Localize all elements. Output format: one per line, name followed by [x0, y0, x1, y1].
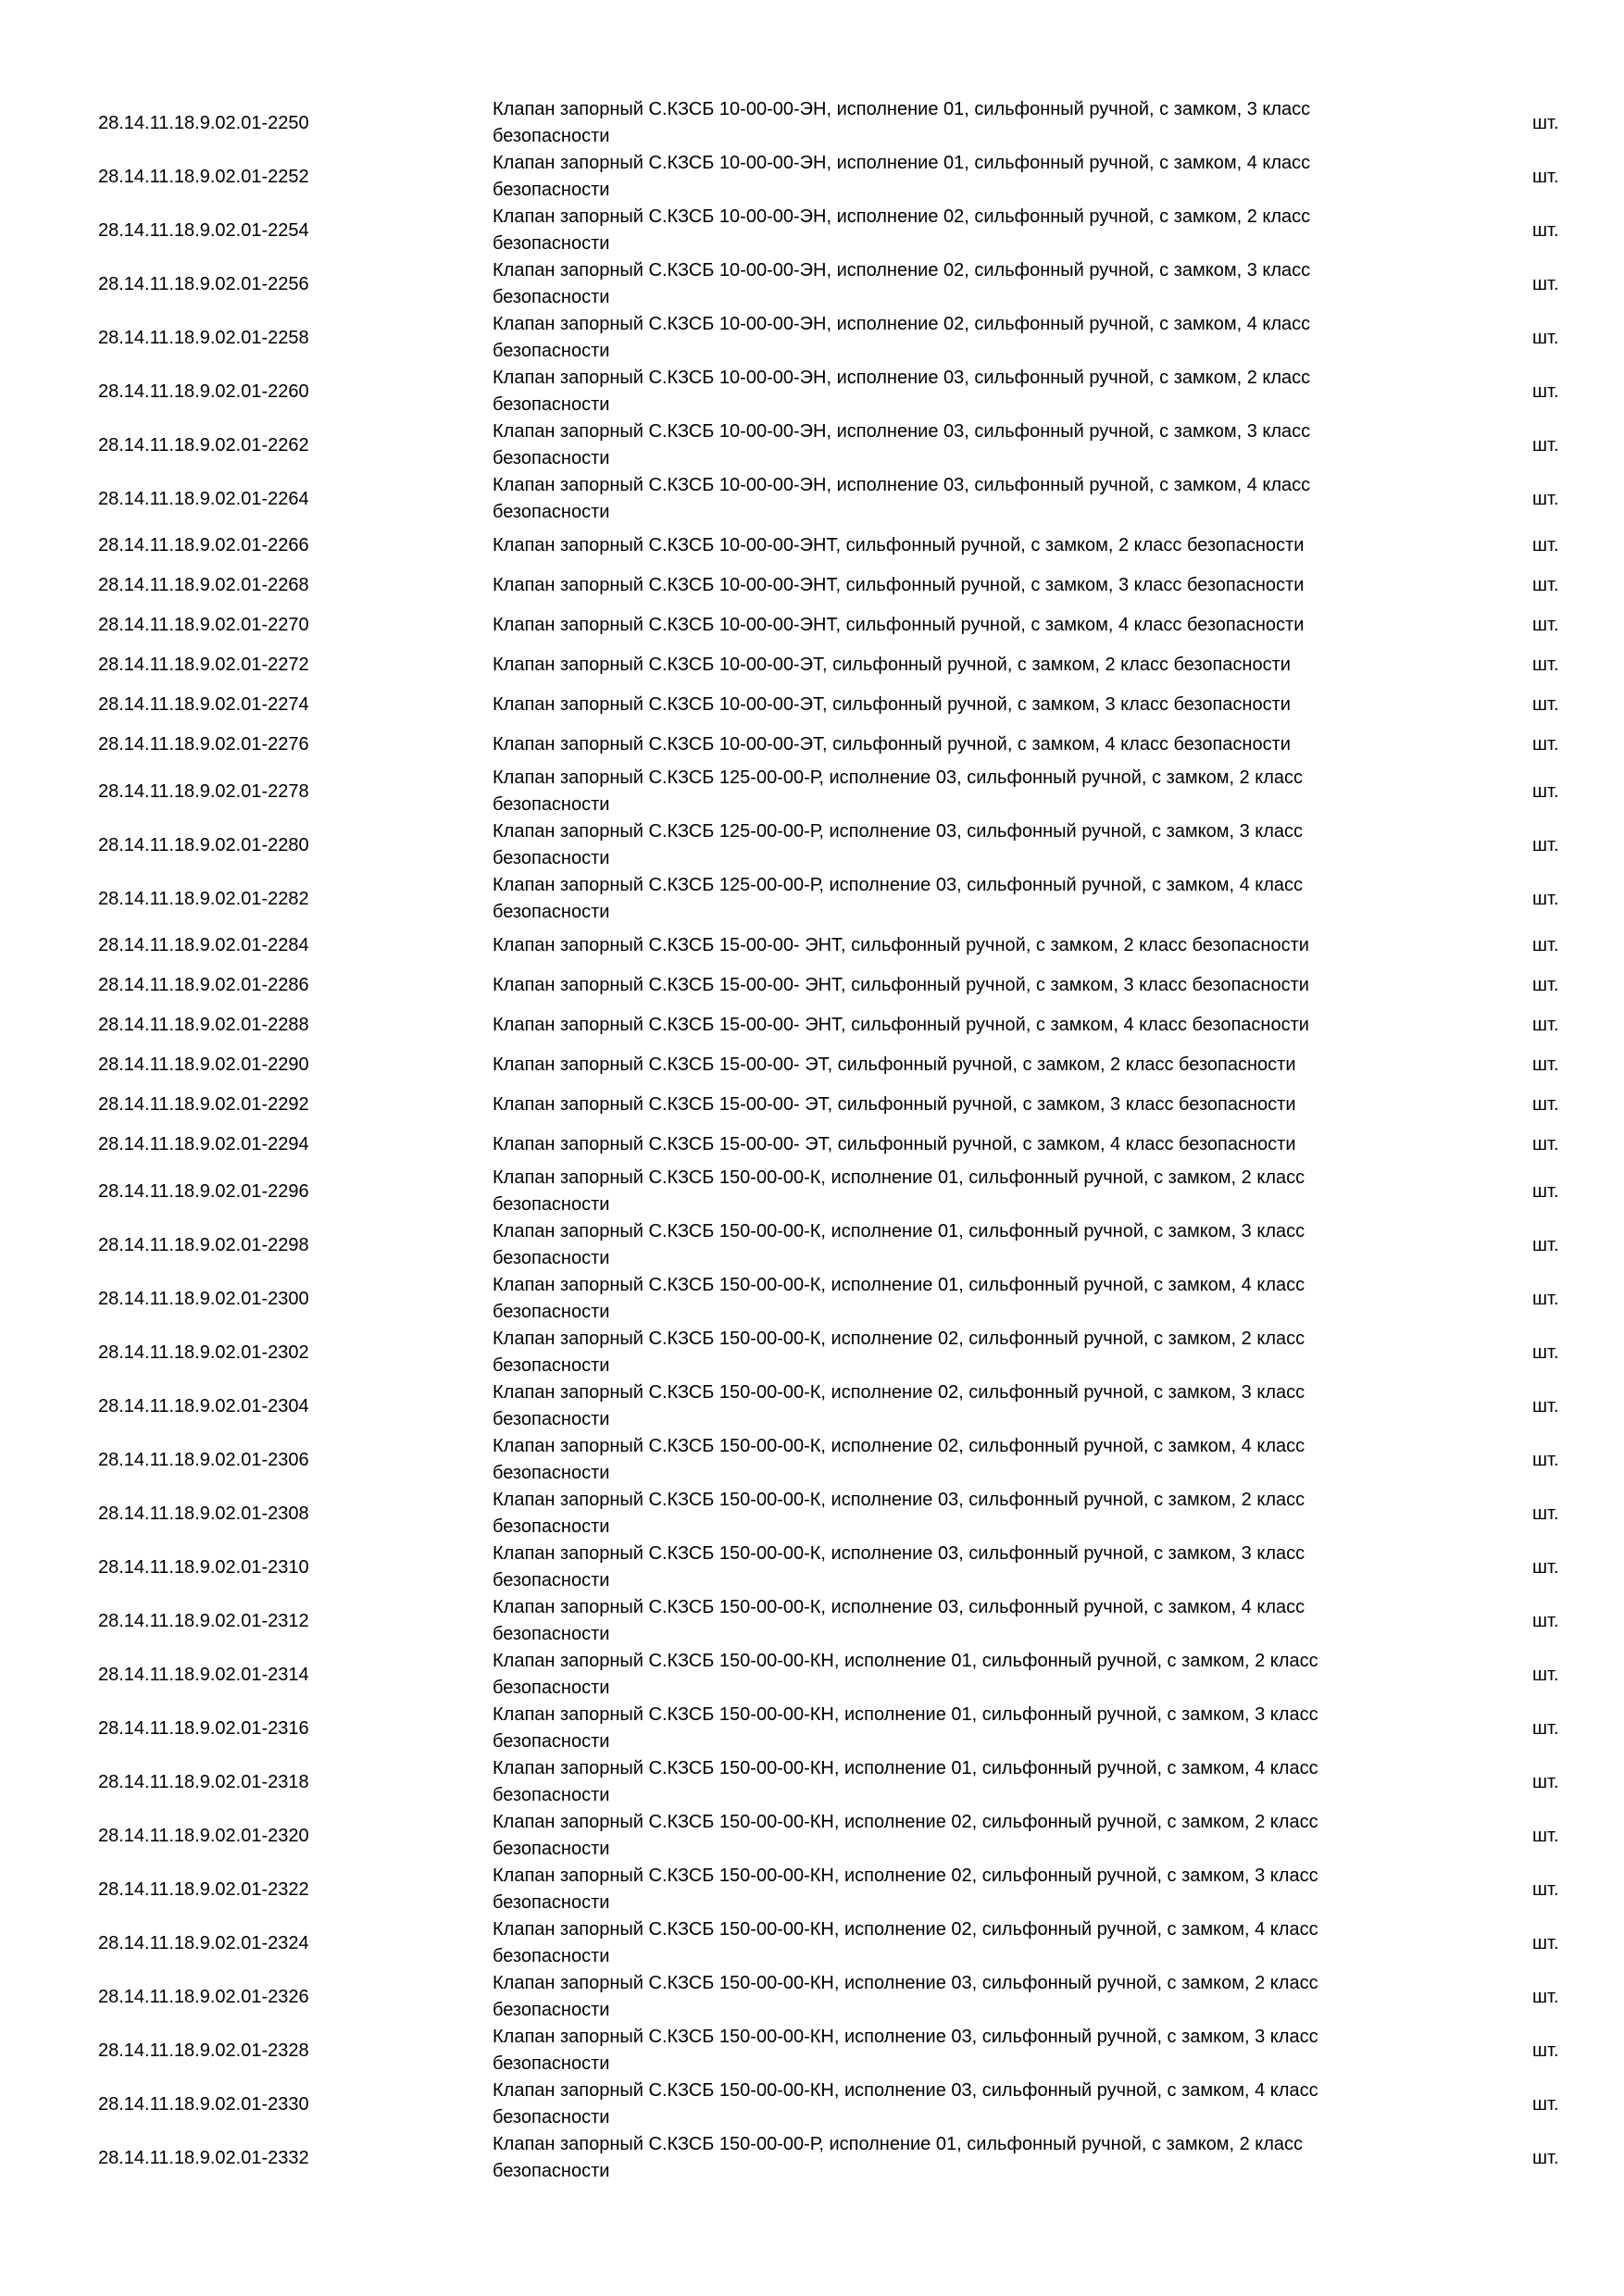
item-name — [493, 472, 1400, 526]
item-name — [493, 365, 1400, 418]
table-row — [0, 150, 1624, 204]
item-name-text: Клапан запорный С.КЗСБ 150-00-00-К, исполнение 03, сильфонный ручной, с замком, 2 класс безопасности — [493, 1490, 1305, 1537]
table-row — [0, 1755, 1624, 1809]
item-name-text: Клапан запорный С.КЗСБ 125-00-00-Р, исполнение 03, сильфонный ручной, с замком, 4 класс безопасности — [493, 875, 1304, 922]
item-unit: шт. — [1532, 1771, 1559, 1792]
table-row — [0, 1863, 1624, 1916]
item-code: 28.14.11.18.9.02.01-2252 — [98, 166, 309, 187]
item-unit: шт. — [1532, 1986, 1559, 2007]
item-unit: шт. — [1532, 112, 1559, 133]
item-name — [493, 605, 1400, 645]
item-unit: шт. — [1532, 1054, 1559, 1075]
item-code: 28.14.11.18.9.02.01-2332 — [98, 2147, 309, 2168]
item-name — [493, 1085, 1400, 1125]
item-code: 28.14.11.18.9.02.01-2330 — [98, 2093, 309, 2115]
item-unit: шт. — [1532, 2147, 1559, 2168]
table-row — [0, 926, 1624, 966]
table-row — [0, 1702, 1624, 1755]
item-name-text: Клапан запорный С.КЗСБ 150-00-00-КН, исполнение 03, сильфонный ручной, с замком, 2 класс безопасности — [493, 1973, 1318, 2020]
item-code: 28.14.11.18.9.02.01-2266 — [98, 535, 309, 555]
item-name-text: Клапан запорный С.КЗСБ 150-00-00-К, исполнение 01, сильфонный ручной, с замком, 3 класс безопасности — [493, 1221, 1305, 1268]
item-unit: шт. — [1532, 1449, 1559, 1470]
item-name-text: Клапан запорный С.КЗСБ 10-00-00-ЭН, исполнение 03, сильфонный ручной, с замком, 4 класс безопасности — [493, 475, 1311, 522]
table-row — [0, 872, 1624, 926]
item-name-text: Клапан запорный С.КЗСБ 150-00-00-К, исполнение 02, сильфонный ручной, с замком, 2 класс безопасности — [493, 1329, 1305, 1376]
item-code: 28.14.11.18.9.02.01-2250 — [98, 112, 309, 133]
item-name — [493, 1594, 1400, 1648]
table-row — [0, 966, 1624, 1005]
item-unit: шт. — [1532, 219, 1559, 241]
item-name-text: Клапан запорный С.КЗСБ 125-00-00-Р, исполнение 03, сильфонный ручной, с замком, 2 класс безопасности — [493, 767, 1304, 815]
table-row — [0, 1916, 1624, 1970]
item-code: 28.14.11.18.9.02.01-2298 — [98, 1234, 309, 1255]
item-name-text: Клапан запорный С.КЗСБ 10-00-00-ЭНТ, сильфонный ручной, с замком, 4 класс безопасности — [493, 615, 1305, 635]
item-name — [493, 1809, 1400, 1863]
item-name-text: Клапан запорный С.КЗСБ 15-00-00- ЭТ, сильфонный ручной, с замком, 4 класс безопасности — [493, 1134, 1296, 1154]
item-name — [493, 1541, 1400, 1594]
item-name — [493, 311, 1400, 365]
item-unit: шт. — [1532, 1094, 1559, 1115]
price-list-table — [0, 96, 1624, 2185]
item-name-text: Клапан запорный С.КЗСБ 15-00-00- ЭНТ, сильфонный ручной, с замком, 4 класс безопасности — [493, 1015, 1309, 1035]
item-unit: шт. — [1532, 888, 1559, 909]
item-code: 28.14.11.18.9.02.01-2316 — [98, 1717, 309, 1739]
item-code: 28.14.11.18.9.02.01-2264 — [98, 488, 309, 509]
item-name-text: Клапан запорный С.КЗСБ 150-00-00-КН, исполнение 02, сильфонный ручной, с замком, 4 класс безопасности — [493, 1919, 1318, 1966]
item-name-text: Клапан запорный С.КЗСБ 10-00-00-ЭН, исполнение 03, сильфонный ручной, с замком, 2 класс безопасности — [493, 368, 1311, 415]
item-unit: шт. — [1532, 535, 1559, 555]
item-name — [493, 2024, 1400, 2078]
item-code: 28.14.11.18.9.02.01-2294 — [98, 1134, 309, 1154]
item-name-text: Клапан запорный С.КЗСБ 150-00-00-КН, исполнение 01, сильфонный ручной, с замком, 4 класс безопасности — [493, 1758, 1318, 1805]
item-name — [493, 966, 1400, 1005]
table-row — [0, 1272, 1624, 1326]
item-unit: шт. — [1532, 434, 1559, 455]
item-unit: шт. — [1532, 615, 1559, 635]
item-unit: шт. — [1532, 1134, 1559, 1154]
item-name-text: Клапан запорный С.КЗСБ 10-00-00-ЭТ, сильфонный ручной, с замком, 4 класс безопасности — [493, 734, 1291, 755]
item-name-text: Клапан запорный С.КЗСБ 10-00-00-ЭН, исполнение 01, сильфонный ручной, с замком, 3 класс безопасности — [493, 99, 1311, 146]
item-code: 28.14.11.18.9.02.01-2260 — [98, 381, 309, 402]
item-name-text: Клапан запорный С.КЗСБ 150-00-00-КН, исполнение 03, сильфонный ручной, с замком, 4 класс безопасности — [493, 2080, 1318, 2128]
item-code: 28.14.11.18.9.02.01-2326 — [98, 1986, 309, 2007]
item-unit: шт. — [1532, 166, 1559, 187]
table-row — [0, 526, 1624, 566]
item-name — [493, 1165, 1400, 1218]
item-unit: шт. — [1532, 488, 1559, 509]
table-row — [0, 2078, 1624, 2131]
item-name — [493, 1487, 1400, 1541]
table-row — [0, 472, 1624, 526]
item-unit: шт. — [1532, 1610, 1559, 1631]
item-code: 28.14.11.18.9.02.01-2292 — [98, 1094, 309, 1115]
item-code: 28.14.11.18.9.02.01-2300 — [98, 1288, 309, 1309]
item-name-text: Клапан запорный С.КЗСБ 150-00-00-КН, исполнение 03, сильфонный ручной, с замком, 3 класс безопасности — [493, 2027, 1318, 2074]
item-unit: шт. — [1532, 694, 1559, 715]
table-row — [0, 1541, 1624, 1594]
table-row — [0, 1970, 1624, 2024]
item-name-text: Клапан запорный С.КЗСБ 15-00-00- ЭТ, сильфонный ручной, с замком, 3 класс безопасности — [493, 1094, 1296, 1115]
item-code: 28.14.11.18.9.02.01-2328 — [98, 2040, 309, 2061]
item-code: 28.14.11.18.9.02.01-2270 — [98, 615, 309, 635]
item-name — [493, 1863, 1400, 1916]
item-name-text: Клапан запорный С.КЗСБ 10-00-00-ЭН, исполнение 01, сильфонный ручной, с замком, 4 класс безопасности — [493, 153, 1311, 200]
item-name-text: Клапан запорный С.КЗСБ 150-00-00-КН, исполнение 01, сильфонный ручной, с замком, 2 класс безопасности — [493, 1651, 1318, 1698]
item-name — [493, 96, 1400, 150]
table-row — [0, 725, 1624, 765]
item-code: 28.14.11.18.9.02.01-2314 — [98, 1664, 309, 1685]
item-name — [493, 1005, 1400, 1045]
item-unit: шт. — [1532, 1341, 1559, 1363]
item-name — [493, 418, 1400, 472]
item-name-text: Клапан запорный С.КЗСБ 10-00-00-ЭТ, сильфонный ручной, с замком, 2 класс безопасности — [493, 655, 1291, 675]
item-name-text: Клапан запорный С.КЗСБ 15-00-00- ЭНТ, сильфонный ручной, с замком, 2 класс безопасности — [493, 935, 1309, 955]
item-unit: шт. — [1532, 327, 1559, 348]
item-name — [493, 2131, 1400, 2185]
item-name-text: Клапан запорный С.КЗСБ 10-00-00-ЭН, исполнение 02, сильфонный ручной, с замком, 3 класс безопасности — [493, 260, 1311, 307]
item-code: 28.14.11.18.9.02.01-2290 — [98, 1054, 309, 1075]
table-row — [0, 204, 1624, 257]
item-name — [493, 1218, 1400, 1272]
item-name-text: Клапан запорный С.КЗСБ 150-00-00-Р, исполнение 01, сильфонный ручной, с замком, 2 класс безопасности — [493, 2134, 1304, 2181]
item-unit: шт. — [1532, 1503, 1559, 1524]
item-code: 28.14.11.18.9.02.01-2262 — [98, 434, 309, 455]
item-name-text: Клапан запорный С.КЗСБ 10-00-00-ЭНТ, сильфонный ручной, с замком, 2 класс безопасности — [493, 535, 1305, 555]
table-row — [0, 1045, 1624, 1085]
table-row — [0, 96, 1624, 150]
item-code: 28.14.11.18.9.02.01-2312 — [98, 1610, 309, 1631]
item-code: 28.14.11.18.9.02.01-2276 — [98, 734, 309, 755]
item-name — [493, 1916, 1400, 1970]
table-row — [0, 257, 1624, 311]
item-name-text: Клапан запорный С.КЗСБ 125-00-00-Р, исполнение 03, сильфонный ручной, с замком, 3 класс безопасности — [493, 821, 1304, 868]
table-row — [0, 685, 1624, 725]
item-name-text: Клапан запорный С.КЗСБ 150-00-00-К, исполнение 01, сильфонный ручной, с замком, 2 класс безопасности — [493, 1167, 1305, 1215]
item-name — [493, 765, 1400, 818]
table-row — [0, 1085, 1624, 1125]
table-row — [0, 566, 1624, 605]
item-name-text: Клапан запорный С.КЗСБ 10-00-00-ЭН, исполнение 03, сильфонный ручной, с замком, 3 класс безопасности — [493, 421, 1311, 468]
item-name — [493, 566, 1400, 605]
item-unit: шт. — [1532, 1288, 1559, 1309]
item-code: 28.14.11.18.9.02.01-2274 — [98, 694, 309, 715]
item-code: 28.14.11.18.9.02.01-2324 — [98, 1932, 309, 1953]
item-code: 28.14.11.18.9.02.01-2254 — [98, 219, 309, 241]
item-name — [493, 818, 1400, 872]
table-row — [0, 1005, 1624, 1045]
table-row — [0, 1433, 1624, 1487]
item-name — [493, 725, 1400, 765]
table-row — [0, 1326, 1624, 1379]
item-code: 28.14.11.18.9.02.01-2280 — [98, 834, 309, 855]
item-code: 28.14.11.18.9.02.01-2296 — [98, 1180, 309, 1202]
item-unit: шт. — [1532, 734, 1559, 755]
item-name — [493, 645, 1400, 685]
table-row — [0, 418, 1624, 472]
item-name-text: Клапан запорный С.КЗСБ 150-00-00-К, исполнение 03, сильфонный ручной, с замком, 4 класс безопасности — [493, 1597, 1305, 1644]
item-name — [493, 926, 1400, 966]
table-row — [0, 1594, 1624, 1648]
item-unit: шт. — [1532, 575, 1559, 595]
table-row — [0, 1125, 1624, 1165]
item-code: 28.14.11.18.9.02.01-2282 — [98, 888, 309, 909]
item-unit: шт. — [1532, 1556, 1559, 1578]
item-code: 28.14.11.18.9.02.01-2308 — [98, 1503, 309, 1524]
item-name — [493, 1970, 1400, 2024]
item-name-text: Клапан запорный С.КЗСБ 150-00-00-КН, исполнение 02, сильфонный ручной, с замком, 2 класс безопасности — [493, 1812, 1318, 1859]
item-name-text: Клапан запорный С.КЗСБ 10-00-00-ЭТ, сильфонный ручной, с замком, 3 класс безопасности — [493, 694, 1291, 715]
table-row — [0, 605, 1624, 645]
item-name-text: Клапан запорный С.КЗСБ 150-00-00-К, исполнение 03, сильфонный ручной, с замком, 3 класс безопасности — [493, 1543, 1305, 1591]
table-row — [0, 1809, 1624, 1863]
table-row — [0, 645, 1624, 685]
item-name — [493, 204, 1400, 257]
item-code: 28.14.11.18.9.02.01-2302 — [98, 1341, 309, 1363]
item-name — [493, 872, 1400, 926]
item-name-text: Клапан запорный С.КЗСБ 150-00-00-КН, исполнение 02, сильфонный ручной, с замком, 3 класс безопасности — [493, 1866, 1318, 1913]
item-unit: шт. — [1532, 2093, 1559, 2115]
item-unit: шт. — [1532, 1825, 1559, 1846]
item-unit: шт. — [1532, 1015, 1559, 1035]
item-name — [493, 1379, 1400, 1433]
item-name-text: Клапан запорный С.КЗСБ 150-00-00-КН, исполнение 01, сильфонный ручной, с замком, 3 класс безопасности — [493, 1704, 1318, 1752]
item-code: 28.14.11.18.9.02.01-2310 — [98, 1556, 309, 1578]
item-name-text: Клапан запорный С.КЗСБ 15-00-00- ЭНТ, сильфонный ручной, с замком, 3 класс безопасности — [493, 975, 1309, 995]
item-unit: шт. — [1532, 1664, 1559, 1685]
item-code: 28.14.11.18.9.02.01-2322 — [98, 1878, 309, 1900]
item-unit: шт. — [1532, 1180, 1559, 1202]
item-unit: шт. — [1532, 655, 1559, 675]
table-row — [0, 818, 1624, 872]
item-name — [493, 150, 1400, 204]
item-name — [493, 1702, 1400, 1755]
item-unit: шт. — [1532, 780, 1559, 802]
item-code: 28.14.11.18.9.02.01-2258 — [98, 327, 309, 348]
item-unit: шт. — [1532, 935, 1559, 955]
table-row — [0, 311, 1624, 365]
item-name — [493, 1755, 1400, 1809]
item-code: 28.14.11.18.9.02.01-2278 — [98, 780, 309, 802]
item-unit: шт. — [1532, 1234, 1559, 1255]
table-row — [0, 1379, 1624, 1433]
item-unit: шт. — [1532, 834, 1559, 855]
item-unit: шт. — [1532, 975, 1559, 995]
item-name-text: Клапан запорный С.КЗСБ 150-00-00-К, исполнение 02, сильфонный ручной, с замком, 4 класс безопасности — [493, 1436, 1305, 1483]
table-row — [0, 1165, 1624, 1218]
item-name — [493, 1045, 1400, 1085]
table-row — [0, 1648, 1624, 1702]
item-name-text: Клапан запорный С.КЗСБ 150-00-00-К, исполнение 01, сильфонный ручной, с замком, 4 класс безопасности — [493, 1275, 1305, 1322]
item-code: 28.14.11.18.9.02.01-2286 — [98, 975, 309, 995]
item-name — [493, 257, 1400, 311]
table-row — [0, 2131, 1624, 2185]
item-name — [493, 1648, 1400, 1702]
item-unit: шт. — [1532, 2040, 1559, 2061]
item-code: 28.14.11.18.9.02.01-2268 — [98, 575, 309, 595]
item-name — [493, 1272, 1400, 1326]
table-row — [0, 365, 1624, 418]
item-code: 28.14.11.18.9.02.01-2284 — [98, 935, 309, 955]
item-code: 28.14.11.18.9.02.01-2318 — [98, 1771, 309, 1792]
item-name — [493, 1125, 1400, 1165]
table-row — [0, 1218, 1624, 1272]
item-code: 28.14.11.18.9.02.01-2304 — [98, 1395, 309, 1416]
table-row — [0, 765, 1624, 818]
item-code: 28.14.11.18.9.02.01-2320 — [98, 1825, 309, 1846]
item-name-text: Клапан запорный С.КЗСБ 10-00-00-ЭНТ, сильфонный ручной, с замком, 3 класс безопасности — [493, 575, 1305, 595]
item-unit: шт. — [1532, 1717, 1559, 1739]
item-unit: шт. — [1532, 273, 1559, 294]
item-code: 28.14.11.18.9.02.01-2272 — [98, 655, 309, 675]
item-unit: шт. — [1532, 381, 1559, 402]
item-unit: шт. — [1532, 1878, 1559, 1900]
item-name-text: Клапан запорный С.КЗСБ 150-00-00-К, исполнение 02, сильфонный ручной, с замком, 3 класс безопасности — [493, 1382, 1305, 1429]
item-code: 28.14.11.18.9.02.01-2256 — [98, 273, 309, 294]
item-unit: шт. — [1532, 1932, 1559, 1953]
item-unit: шт. — [1532, 1395, 1559, 1416]
item-name-text: Клапан запорный С.КЗСБ 10-00-00-ЭН, исполнение 02, сильфонный ручной, с замком, 2 класс безопасности — [493, 206, 1311, 254]
item-name-text: Клапан запорный С.КЗСБ 10-00-00-ЭН, исполнение 02, сильфонный ручной, с замком, 4 класс безопасности — [493, 314, 1311, 361]
item-name — [493, 1326, 1400, 1379]
item-name — [493, 2078, 1400, 2131]
item-code: 28.14.11.18.9.02.01-2306 — [98, 1449, 309, 1470]
item-name-text: Клапан запорный С.КЗСБ 15-00-00- ЭТ, сильфонный ручной, с замком, 2 класс безопасности — [493, 1054, 1296, 1075]
item-name — [493, 1433, 1400, 1487]
table-row — [0, 1487, 1624, 1541]
item-name — [493, 526, 1400, 566]
item-code: 28.14.11.18.9.02.01-2288 — [98, 1015, 309, 1035]
item-name — [493, 685, 1400, 725]
table-row — [0, 2024, 1624, 2078]
